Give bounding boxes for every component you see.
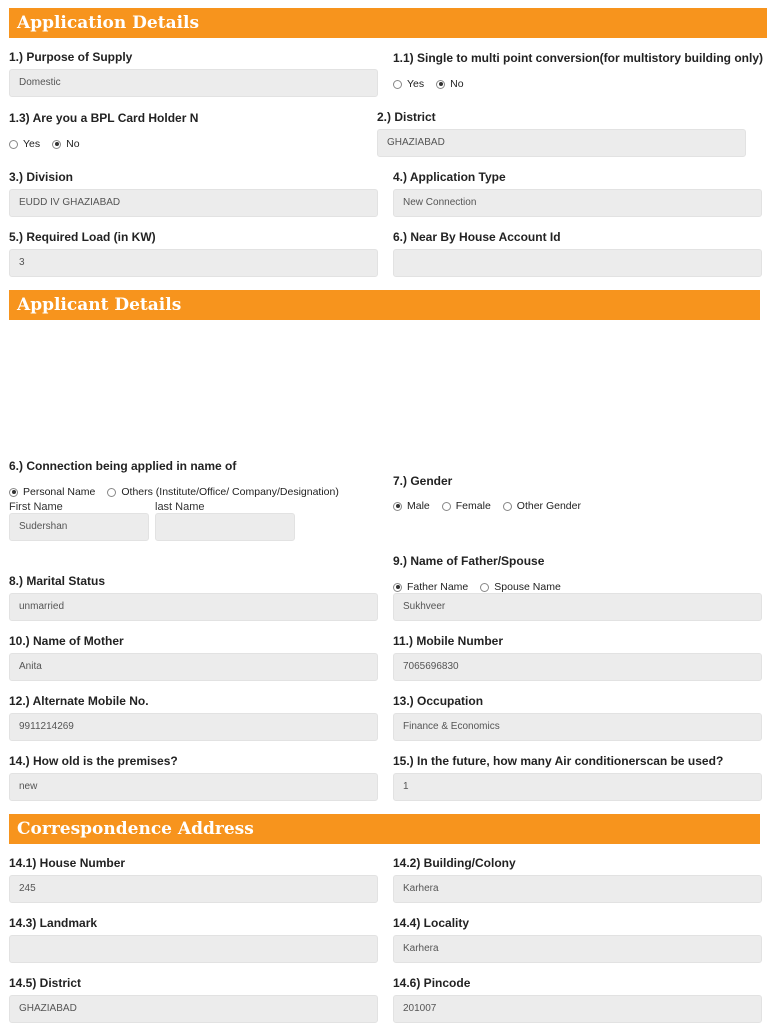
radio-unchecked-icon[interactable]: [107, 488, 116, 497]
landmark-label: 14.3) Landmark: [9, 916, 98, 930]
alt-mobile-label: 12.) Alternate Mobile No.: [9, 694, 149, 708]
spouse-name-option[interactable]: Spouse Name: [480, 581, 561, 593]
air-conditioners-field[interactable]: 1: [393, 773, 762, 801]
father-spouse-field[interactable]: Sukhveer: [393, 593, 762, 621]
gender-label: 7.) Gender: [393, 474, 453, 488]
radio-checked-icon[interactable]: [393, 502, 402, 511]
district-field[interactable]: GHAZIABAD: [377, 129, 746, 157]
building-colony-label: 14.2) Building/Colony: [393, 856, 516, 870]
occupation-label: 13.) Occupation: [393, 694, 484, 708]
radio-checked-icon[interactable]: [52, 140, 61, 149]
near-by-house-field[interactable]: [393, 249, 762, 277]
mother-name-field[interactable]: Anita: [9, 653, 378, 681]
single-multi-point-radio-group: [393, 78, 476, 90]
purpose-of-supply-field[interactable]: Domestic: [9, 69, 378, 97]
father-spouse-label: 9.) Name of Father/Spouse: [393, 554, 545, 568]
father-spouse-radio-group: [393, 581, 573, 593]
mobile-number-field[interactable]: 7065696830: [393, 653, 762, 681]
division-label: 3.) Division: [9, 170, 74, 184]
alt-mobile-field[interactable]: 9911214269: [9, 713, 378, 741]
radio-unchecked-icon[interactable]: [9, 140, 18, 149]
gender-other-option[interactable]: Other Gender: [503, 500, 581, 512]
mobile-number-label: 11.) Mobile Number: [393, 634, 504, 648]
radio-unchecked-icon[interactable]: [480, 583, 489, 592]
house-number-field[interactable]: 245: [9, 875, 378, 903]
single-multi-point-no-option[interactable]: No: [436, 78, 463, 90]
pincode-label: 14.6) Pincode: [393, 976, 471, 990]
single-multi-point-label: 1.1) Single to multi point conversion(for multistory building only): [393, 51, 764, 65]
application-type-field[interactable]: New Connection: [393, 189, 762, 217]
bpl-no-option[interactable]: No: [52, 138, 79, 150]
bpl-radio-group: [9, 138, 92, 150]
first-name-label: First Name: [9, 501, 63, 513]
correspondence-address-header: Correspondence Address: [9, 814, 760, 844]
radio-unchecked-icon[interactable]: [393, 80, 402, 89]
air-conditioners-label: 15.) In the future, how many Air conditionerscan be used?: [393, 754, 724, 768]
others-option[interactable]: Others (Institute/Office/ Company/Designation): [107, 486, 339, 498]
required-load-label: 5.) Required Load (in KW): [9, 230, 156, 244]
last-name-label: last Name: [155, 501, 205, 513]
building-colony-field[interactable]: Karhera: [393, 875, 762, 903]
radio-checked-icon[interactable]: [9, 488, 18, 497]
occupation-field[interactable]: Finance & Economics: [393, 713, 762, 741]
marital-status-field[interactable]: unmarried: [9, 593, 378, 621]
connection-name-radio-group: [9, 486, 351, 498]
premises-age-label: 14.) How old is the premises?: [9, 754, 178, 768]
father-name-option[interactable]: Father Name: [393, 581, 468, 593]
marital-status-label: 8.) Marital Status: [9, 574, 106, 588]
district-label: 2.) District: [377, 110, 436, 124]
personal-name-option[interactable]: Personal Name: [9, 486, 95, 498]
required-load-field[interactable]: 3: [9, 249, 378, 277]
first-name-field[interactable]: Sudershan: [9, 513, 149, 541]
near-by-house-label: 6.) Near By House Account Id: [393, 230, 561, 244]
connection-name-label: 6.) Connection being applied in name of: [9, 459, 237, 473]
bpl-yes-option[interactable]: Yes: [9, 138, 40, 150]
division-field[interactable]: EUDD IV GHAZIABAD: [9, 189, 378, 217]
purpose-of-supply-label: 1.) Purpose of Supply: [9, 50, 133, 64]
address-district-label: 14.5) District: [9, 976, 82, 990]
application-details-header: Application Details: [9, 8, 767, 38]
application-type-label: 4.) Application Type: [393, 170, 506, 184]
gender-radio-group: [393, 500, 593, 512]
pincode-field[interactable]: 201007: [393, 995, 762, 1023]
radio-unchecked-icon[interactable]: [503, 502, 512, 511]
bpl-label: 1.3) Are you a BPL Card Holder N: [9, 111, 199, 125]
applicant-details-header: Applicant Details: [9, 290, 760, 320]
radio-checked-icon[interactable]: [393, 583, 402, 592]
mother-name-label: 10.) Name of Mother: [9, 634, 124, 648]
locality-field[interactable]: Karhera: [393, 935, 762, 963]
gender-female-option[interactable]: Female: [442, 500, 491, 512]
radio-unchecked-icon[interactable]: [442, 502, 451, 511]
last-name-field[interactable]: [155, 513, 295, 541]
radio-checked-icon[interactable]: [436, 80, 445, 89]
address-district-field[interactable]: GHAZIABAD: [9, 995, 378, 1023]
single-multi-point-yes-option[interactable]: Yes: [393, 78, 424, 90]
premises-age-field[interactable]: new: [9, 773, 378, 801]
locality-label: 14.4) Locality: [393, 916, 470, 930]
landmark-field[interactable]: [9, 935, 378, 963]
house-number-label: 14.1) House Number: [9, 856, 126, 870]
gender-male-option[interactable]: Male: [393, 500, 430, 512]
